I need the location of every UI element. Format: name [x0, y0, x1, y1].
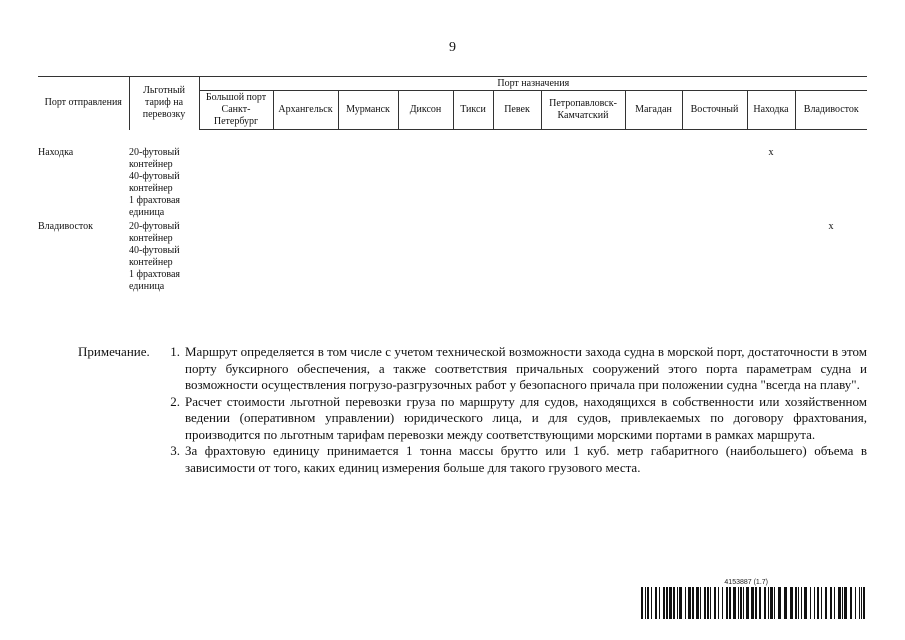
tariff-table — [38, 76, 867, 293]
header-departure-port: Порт отправления — [38, 77, 129, 130]
route-mark — [625, 219, 682, 245]
note-item — [78, 394, 867, 444]
barcode-bar — [755, 587, 757, 619]
route-mark — [493, 171, 541, 195]
barcode-bar — [774, 587, 775, 619]
note-number: 3. — [170, 443, 180, 458]
note-item — [78, 344, 867, 394]
barcode-bar — [733, 587, 736, 619]
route-mark — [541, 195, 625, 219]
route-mark — [338, 219, 398, 245]
table-row — [38, 195, 867, 219]
barcode-bar — [810, 587, 811, 619]
barcode-bar — [685, 587, 686, 619]
route-mark — [747, 195, 795, 219]
route-mark — [273, 219, 338, 245]
route-mark — [453, 171, 493, 195]
barcode-bar — [825, 587, 827, 619]
note-text: За фрахтовую единицу принимается 1 тонна массы брутто или 1 куб. метр габаритного (наибольшего) объема в зависимости от того, каких единиц измерения больше для такого грузового места. — [185, 443, 867, 475]
route-mark — [453, 145, 493, 171]
route-mark: x — [828, 221, 834, 232]
route-mark — [453, 245, 493, 269]
route-mark — [398, 171, 453, 195]
barcode-bar — [855, 587, 856, 619]
route-mark — [338, 171, 398, 195]
route-mark — [199, 219, 273, 245]
barcode-bar — [666, 587, 668, 619]
note-item — [78, 443, 867, 476]
barcode-bar — [784, 587, 787, 619]
header-destination: Архангельск — [273, 91, 338, 130]
barcode-bar — [795, 587, 797, 619]
route-mark — [795, 245, 867, 269]
barcode-id: 4153887 (1.7) — [724, 579, 768, 586]
barcode-bar — [830, 587, 832, 619]
table-row — [38, 145, 867, 171]
route-mark — [338, 269, 398, 293]
notes-section — [78, 344, 867, 476]
header-destination: Магадан — [625, 91, 682, 130]
header-destination: Петропавловск-Камчатский — [541, 91, 625, 130]
barcode-bar — [844, 587, 847, 619]
route-mark — [747, 269, 795, 293]
barcode-bar — [651, 587, 652, 619]
barcode-bar — [861, 587, 862, 619]
barcode-bar — [863, 587, 865, 619]
table-row — [38, 219, 867, 245]
cargo-unit: 1 фрахтовая единица — [129, 269, 181, 292]
route-mark — [199, 145, 273, 171]
route-mark — [541, 145, 625, 171]
route-mark — [338, 145, 398, 171]
barcode-bar — [673, 587, 675, 619]
cargo-unit: 1 фрахтовая единица — [129, 195, 181, 218]
header-tariff: Льготный тариф на перевозку — [129, 77, 199, 130]
barcode-bar — [729, 587, 731, 619]
empty-cell — [38, 195, 129, 219]
barcode-bar — [700, 587, 701, 619]
route-mark — [682, 195, 747, 219]
header-destination: Большой порт Санкт-Петербург — [199, 91, 273, 130]
barcode-bar — [859, 587, 860, 619]
barcode-bar — [778, 587, 781, 619]
route-mark — [795, 269, 867, 293]
route-mark — [625, 195, 682, 219]
barcode-bar — [663, 587, 665, 619]
barcode-bar — [645, 587, 646, 619]
route-mark — [453, 269, 493, 293]
barcode-bar — [714, 587, 716, 619]
route-mark — [273, 245, 338, 269]
table-body — [38, 130, 867, 294]
route-mark — [398, 219, 453, 245]
note-body — [162, 443, 867, 476]
header-destination-group: Порт назначения — [199, 77, 867, 91]
route-mark — [453, 219, 493, 245]
barcode-bar — [740, 587, 742, 619]
route-mark — [199, 171, 273, 195]
empty-cell — [38, 171, 129, 195]
barcode-bar — [707, 587, 709, 619]
route-mark — [625, 269, 682, 293]
route-mark — [493, 195, 541, 219]
header-destination: Певек — [493, 91, 541, 130]
route-mark — [682, 171, 747, 195]
header-destination: Тикси — [453, 91, 493, 130]
cargo-unit: 20-футовый контейнер — [129, 147, 180, 170]
barcode-bar — [814, 587, 815, 619]
route-mark — [493, 145, 541, 171]
barcode-bar — [647, 587, 649, 619]
barcode-bar — [704, 587, 706, 619]
notes-indent — [78, 443, 162, 476]
barcode-bar — [804, 587, 807, 619]
barcode-bar — [696, 587, 699, 619]
barcode-bar — [718, 587, 719, 619]
barcode-bar — [790, 587, 793, 619]
barcode-bar — [726, 587, 728, 619]
route-mark — [273, 171, 338, 195]
route-mark — [682, 269, 747, 293]
barcode-icon — [641, 587, 866, 619]
barcode-bar — [798, 587, 799, 619]
empty-cell — [38, 245, 129, 269]
route-mark: x — [768, 147, 774, 158]
barcode-bar — [738, 587, 739, 619]
barcode-bar — [669, 587, 672, 619]
route-mark — [398, 269, 453, 293]
route-mark — [541, 245, 625, 269]
barcode-bar — [817, 587, 819, 619]
header-destination: Находка — [747, 91, 795, 130]
barcode-bar — [679, 587, 682, 619]
cargo-unit: 40-футовый контейнер — [129, 171, 180, 194]
note-body — [162, 344, 867, 394]
departure-port: Владивосток — [38, 221, 93, 232]
route-mark — [541, 171, 625, 195]
header-destination: Диксон — [398, 91, 453, 130]
table-row — [38, 245, 867, 269]
route-mark — [273, 145, 338, 171]
note-text: Маршрут определяется в том числе с учетом технической возможности захода судна в морской порт, достаточности в этом порту буксирного обеспечения, а также соответствия причальных сооружений этого порта параметрам судна и возможности осуществления погрузо-разгрузочных работ у безопасного причала при положении судна "всегда на плаву". — [185, 344, 867, 392]
header-destination: Восточный — [682, 91, 747, 130]
barcode-bar — [659, 587, 660, 619]
route-mark — [795, 195, 867, 219]
route-mark — [398, 145, 453, 171]
route-mark — [541, 269, 625, 293]
route-mark — [625, 245, 682, 269]
route-mark — [795, 145, 867, 171]
barcode-bar — [768, 587, 769, 619]
route-mark — [682, 219, 747, 245]
empty-cell — [38, 269, 129, 293]
table-row — [38, 269, 867, 293]
cargo-unit: 20-футовый контейнер — [129, 221, 180, 244]
route-mark — [199, 245, 273, 269]
route-mark — [795, 171, 867, 195]
route-mark — [747, 219, 795, 245]
route-mark — [682, 245, 747, 269]
barcode-bar — [722, 587, 723, 619]
route-mark — [541, 219, 625, 245]
route-mark — [493, 269, 541, 293]
route-mark — [338, 195, 398, 219]
barcode-bar — [655, 587, 657, 619]
barcode-bar — [850, 587, 852, 619]
table-header — [38, 77, 867, 130]
route-mark — [493, 219, 541, 245]
header-destination: Мурманск — [338, 91, 398, 130]
route-mark — [199, 269, 273, 293]
route-mark — [747, 171, 795, 195]
route-mark — [625, 171, 682, 195]
barcode-bar — [641, 587, 643, 619]
departure-port: Находка — [38, 147, 74, 158]
route-mark — [747, 245, 795, 269]
barcode-bar — [677, 587, 678, 619]
barcode-bar — [710, 587, 711, 619]
notes-label: Примечание. — [78, 344, 150, 359]
table-row — [38, 171, 867, 195]
barcode-bar — [842, 587, 843, 619]
barcode-bar — [834, 587, 835, 619]
route-mark — [273, 195, 338, 219]
barcode-bar — [770, 587, 773, 619]
barcode-bar — [751, 587, 754, 619]
route-mark — [199, 195, 273, 219]
route-mark — [273, 269, 338, 293]
barcode-bar — [764, 587, 766, 619]
note-text: Расчет стоимости льготной перевозки груза по маршруту для судов, находящихся в собственности или хозяйственном ведении (оперативном управлении) юридического лица, и для судов, привлекаемых по договору фрахтования, производится по льготным тарифам перевозки между соответствующими морскими портами в рамках маршрута. — [185, 393, 867, 442]
route-mark — [493, 245, 541, 269]
route-mark — [625, 145, 682, 171]
barcode-bar — [838, 587, 841, 619]
barcode-area — [641, 578, 866, 619]
barcode-bar — [688, 587, 691, 619]
barcode-bar — [821, 587, 822, 619]
barcode-bar — [692, 587, 694, 619]
route-mark — [398, 195, 453, 219]
header-destination: Владивосток — [795, 91, 867, 130]
page-number: 9 — [449, 40, 456, 55]
route-mark — [682, 145, 747, 171]
route-mark — [453, 195, 493, 219]
barcode-bar — [743, 587, 744, 619]
notes-indent — [78, 394, 162, 444]
cargo-unit: 40-футовый контейнер — [129, 245, 180, 268]
barcode-bar — [759, 587, 761, 619]
note-body — [162, 394, 867, 444]
barcode-bar — [801, 587, 802, 619]
note-number: 1. — [170, 344, 180, 359]
route-mark — [338, 245, 398, 269]
note-number: 2. — [170, 393, 180, 409]
barcode-bar — [746, 587, 749, 619]
route-mark — [398, 245, 453, 269]
